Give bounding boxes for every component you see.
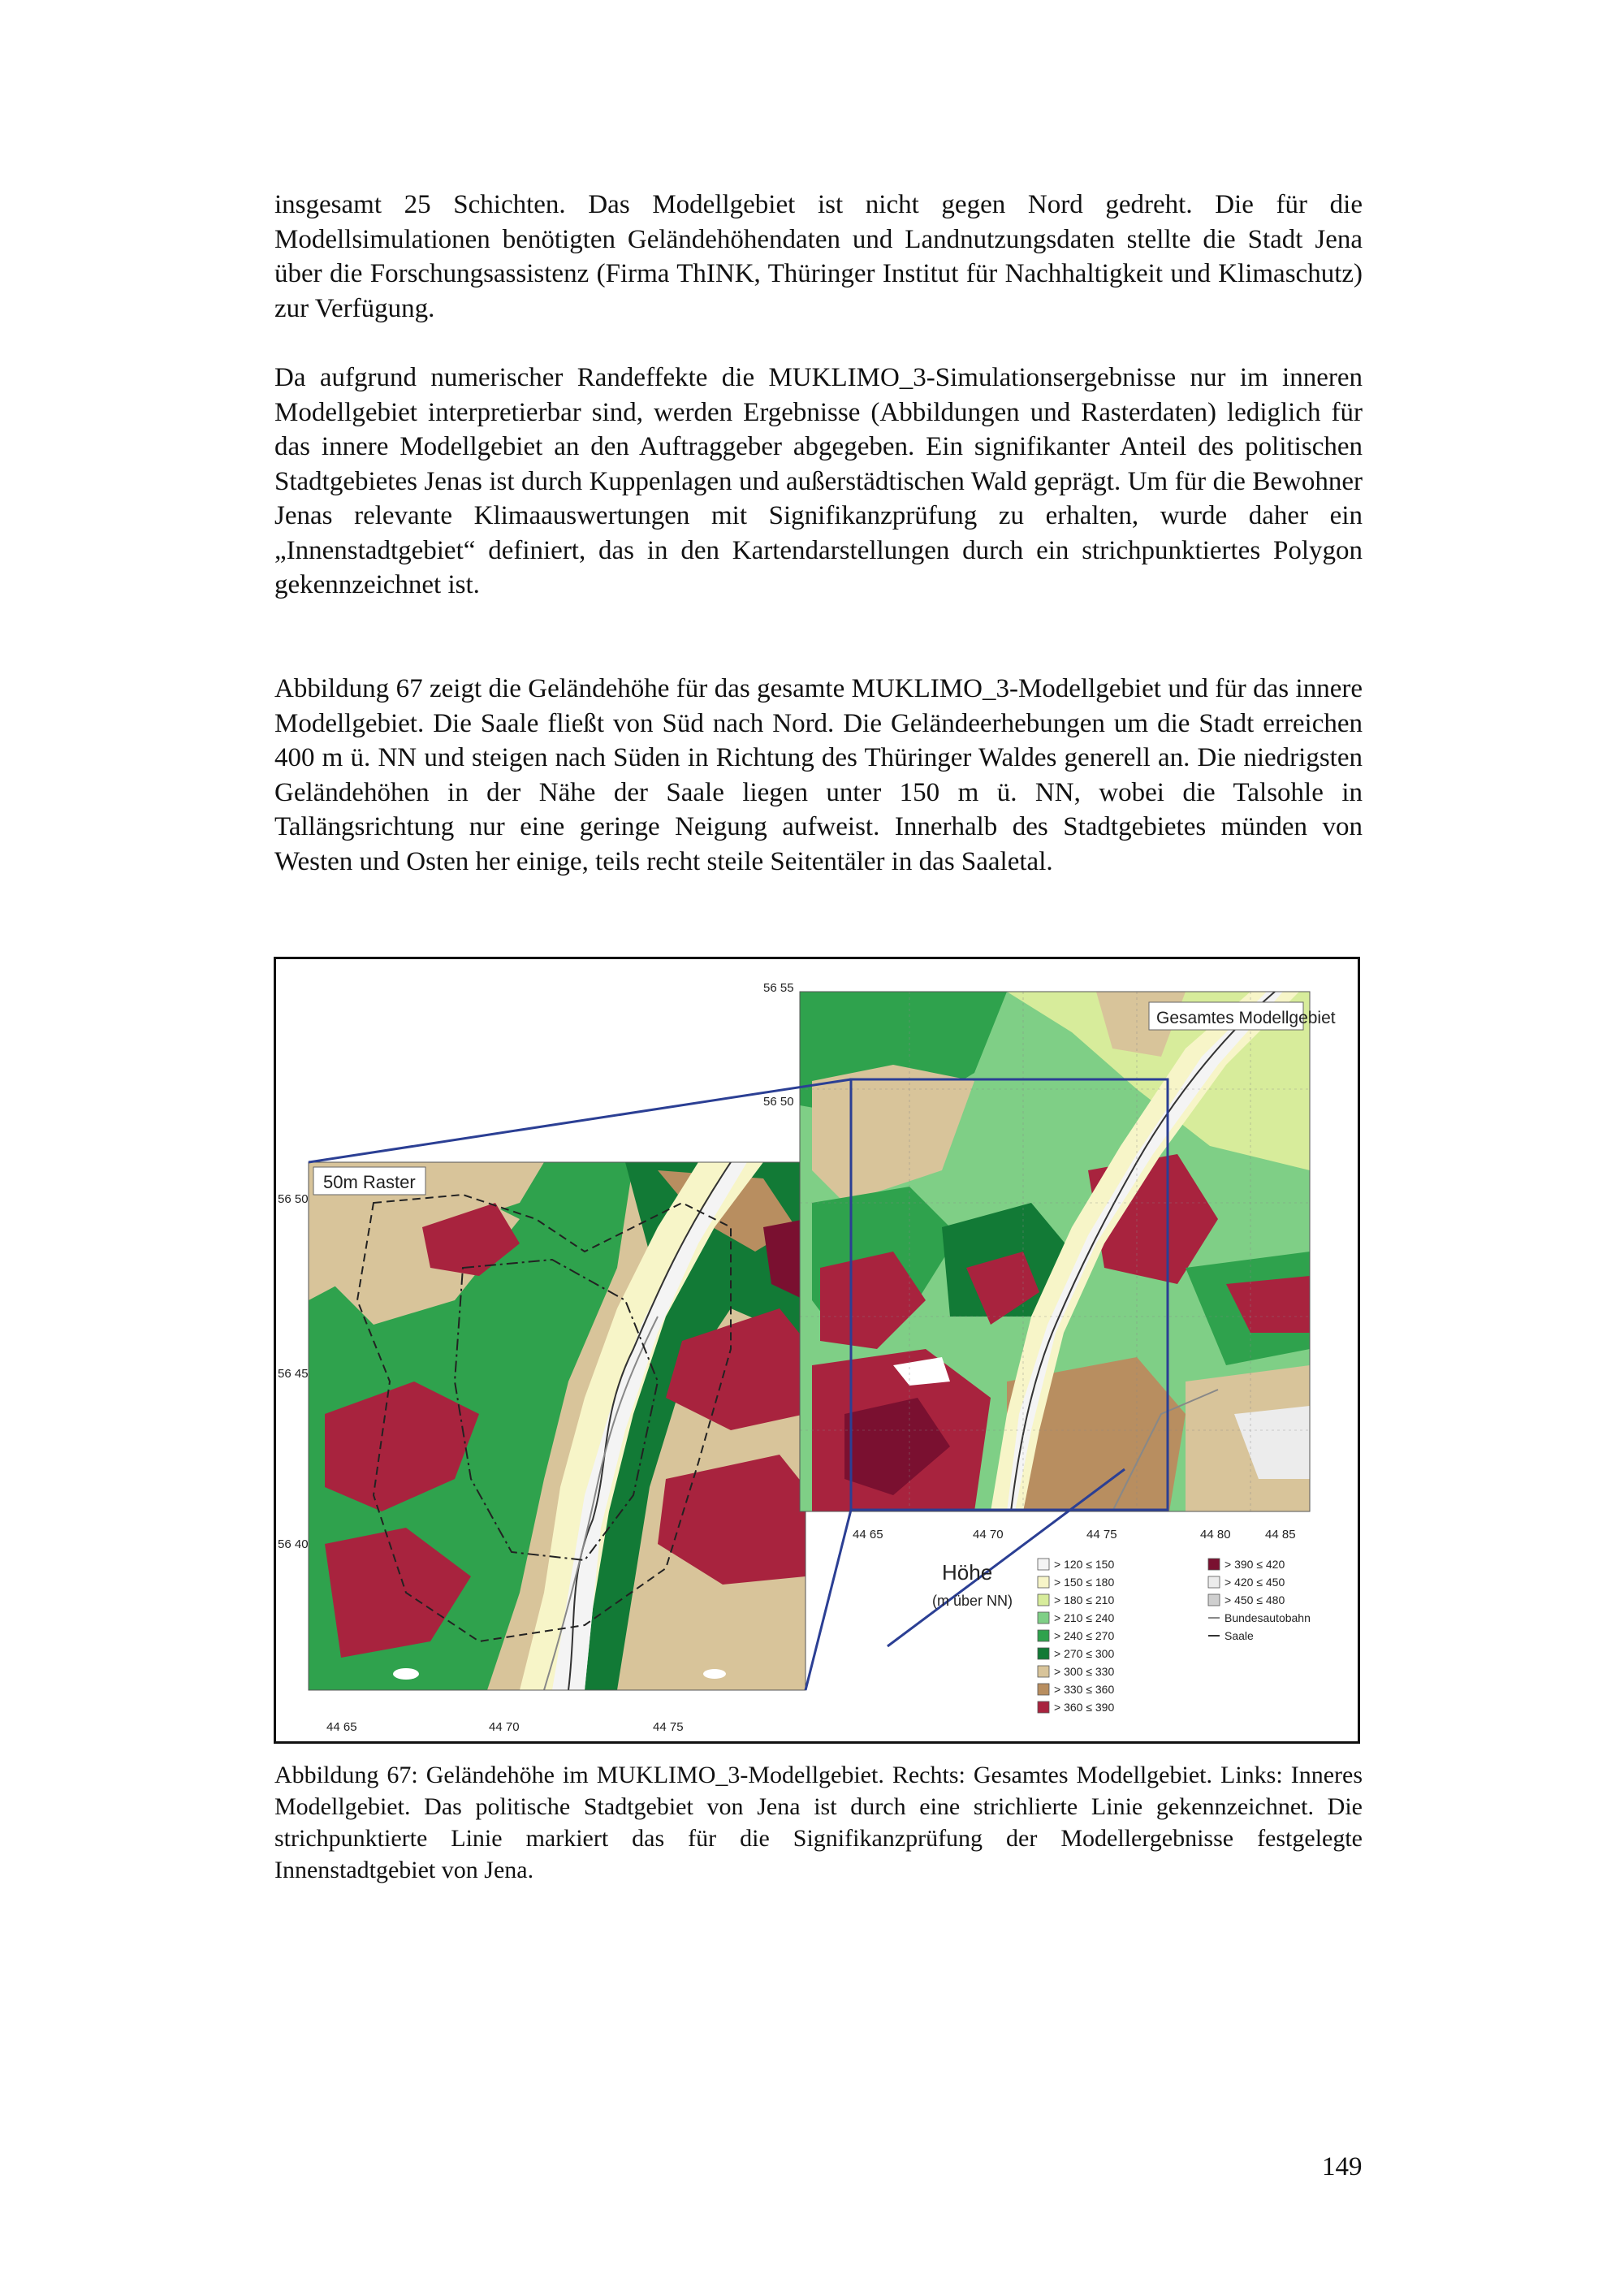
legend-label: > 390 ≤ 420 xyxy=(1224,1558,1285,1571)
terrain-figure xyxy=(276,959,1360,1744)
legend-label: > 300 ≤ 330 xyxy=(1054,1665,1115,1678)
legend-label: > 150 ≤ 180 xyxy=(1054,1576,1115,1589)
legend-swatch xyxy=(1038,1594,1049,1606)
left-x-tick-3: 44 75 xyxy=(653,1720,684,1734)
right-x-tick-1: 44 65 xyxy=(853,1528,883,1541)
left-x-tick-2: 44 70 xyxy=(489,1720,520,1734)
left-y-tick-3: 56 40 xyxy=(278,1537,309,1551)
right-x-tick-4: 44 80 xyxy=(1200,1528,1231,1541)
legend-label: > 270 ≤ 300 xyxy=(1054,1647,1115,1660)
legend-line-label: Bundesautobahn xyxy=(1224,1611,1311,1624)
figure-67 xyxy=(274,957,1360,1744)
legend-subtitle: (m über NN) xyxy=(932,1593,1013,1609)
legend-swatch xyxy=(1038,1684,1049,1695)
legend-swatch xyxy=(1038,1648,1049,1659)
legend-swatch xyxy=(1038,1701,1049,1713)
legend-label: > 360 ≤ 390 xyxy=(1054,1701,1115,1714)
left-y-tick-2: 56 45 xyxy=(278,1367,309,1381)
paragraph-1: insgesamt 25 Schichten. Das Modellgebiet ist nicht gegen Nord gedreht. Die für die Modellsimulationen benötigten Geländehöhendaten und Landnutzungsdaten stellte die Stadt Jena über die Forschungsassistenz (Firma ThINK, Thüringer Institut für Nachhaltigkeit und Klimaschutz) zur Verfügung. xyxy=(274,190,1363,323)
right-x-tick-5: 44 85 xyxy=(1265,1528,1296,1541)
right-x-tick-2: 44 70 xyxy=(973,1528,1004,1541)
legend-line-items xyxy=(1208,1611,1311,1642)
legend-swatch xyxy=(1038,1630,1049,1641)
right-x-tick-3: 44 75 xyxy=(1086,1528,1117,1541)
legend-swatch xyxy=(1038,1612,1049,1624)
legend-label: > 330 ≤ 360 xyxy=(1054,1683,1115,1696)
left-y-tick-1: 56 50 xyxy=(278,1192,309,1206)
right-y-tick-1: 56 55 xyxy=(763,981,794,995)
legend-classes-right xyxy=(1208,1558,1285,1606)
right-map-label: Gesamtes Modellgebiet xyxy=(1156,1009,1336,1027)
left-x-tick-1: 44 65 xyxy=(326,1720,357,1734)
legend-label: > 450 ≤ 480 xyxy=(1224,1593,1285,1606)
legend-swatch xyxy=(1208,1576,1220,1588)
figure-caption: Abbildung 67: Geländehöhe im MUKLIMO_3-Modellgebiet. Rechts: Gesamtes Modellgebiet. Links: Inneres Modellgebiet. Das politische Stadtgebiet von Jena ist durch eine strichlierte Linie gekennzeichnet. Die strichpunktierte Linie markiert das für die Signifikanzprüfung der Modellergebnisse festgelegte Innenstadtgebiet von Jena. xyxy=(274,1762,1363,1883)
paragraph-2: Da aufgrund numerischer Randeffekte die MUKLIMO_3-Simulationsergebnisse nur im inneren Modellgebiet interpretierbar sind, werden Ergebnisse (Abbildungen und Rasterdaten) lediglich für das innere Modellgebiet an den Auftraggeber abgegeben. Ein signifikanter Anteil des politischen Stadtgebietes Jenas ist durch Kuppenlagen und außerstädtischen Wald geprägt. Um für die Bewohner Jenas relevante Klimaauswertungen mit Signifikanzprüfung zu erhalten, wurde daher ein „Innenstadtgebiet“ definiert, das in den Kartendarstellungen durch ein strichpunktiertes Polygon gekennzeichnet ist. xyxy=(274,363,1363,599)
legend-classes-left xyxy=(1038,1558,1114,1714)
page-number: 149 xyxy=(1322,2152,1363,2181)
legend-line-label: Saale xyxy=(1224,1629,1254,1642)
legend-swatch xyxy=(1208,1594,1220,1606)
legend-label: > 120 ≤ 150 xyxy=(1054,1558,1115,1571)
height-legend xyxy=(932,1558,1311,1714)
legend-swatch xyxy=(1208,1559,1220,1570)
legend-swatch xyxy=(1038,1559,1049,1570)
legend-swatch xyxy=(1038,1576,1049,1588)
whole-model-map xyxy=(800,992,1310,1511)
legend-swatch xyxy=(1038,1666,1049,1677)
inner-model-map xyxy=(309,1162,806,1690)
left-map-label: 50m Raster xyxy=(323,1172,416,1192)
paragraph-3: Abbildung 67 zeigt die Geländehöhe für das gesamte MUKLIMO_3-Modellgebiet und für das innere Modellgebiet. Die Saale fließt von Süd nach Nord. Die Geländeerhebungen um die Stadt erreichen 400 m ü. NN und steigen nach Süden in Richtung des Thüringer Waldes generell an. Die niedrigsten Geländehöhen in der Nähe der Saale liegen unter 150 m ü. NN, wobei die Talsohle in Tallängsrichtung nur eine geringe Neigung aufweist. Innerhalb des Stadtgebietes münden von Westen und Osten her einige, teils recht steile Seitentäler in das Saaletal. xyxy=(274,674,1363,876)
legend-label: > 210 ≤ 240 xyxy=(1054,1611,1115,1624)
legend-label: > 180 ≤ 210 xyxy=(1054,1593,1115,1606)
legend-title: Höhe xyxy=(942,1560,993,1585)
right-y-tick-2: 56 50 xyxy=(763,1095,794,1109)
legend-label: > 240 ≤ 270 xyxy=(1054,1629,1115,1642)
legend-label: > 420 ≤ 450 xyxy=(1224,1576,1285,1589)
